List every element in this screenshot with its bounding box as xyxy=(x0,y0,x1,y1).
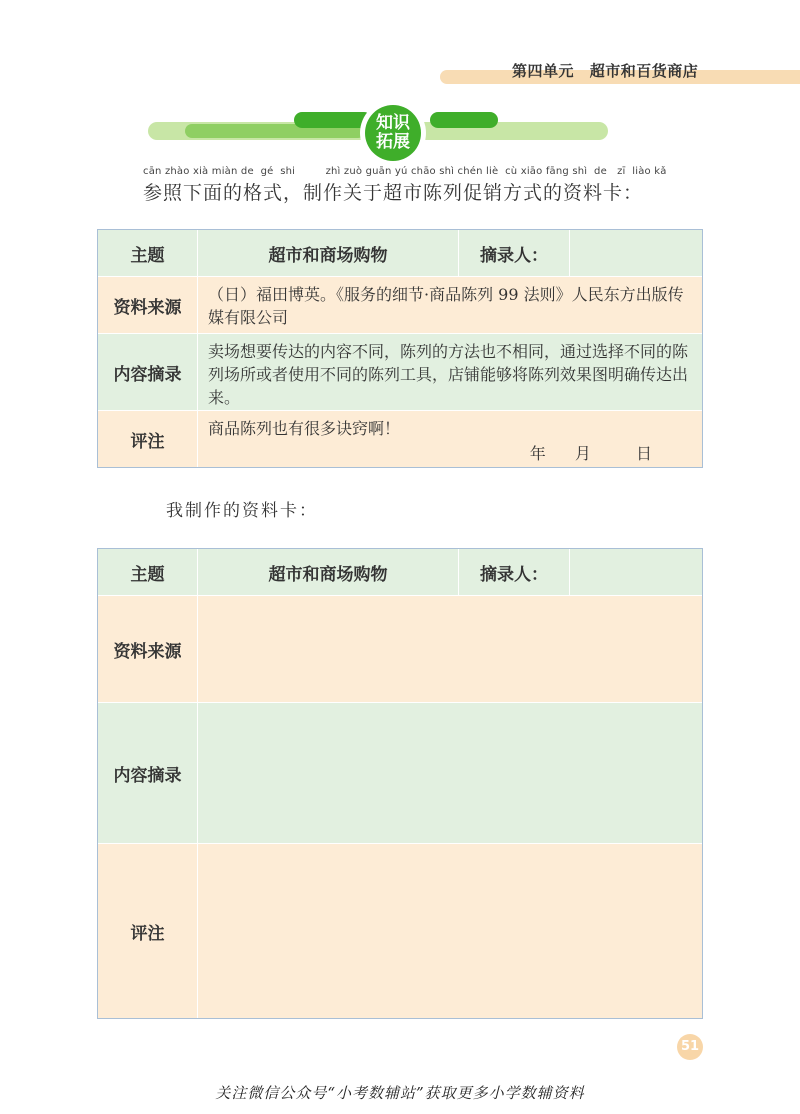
banner-stripe-right xyxy=(430,112,498,128)
unit-title: 超市和百货商店 xyxy=(589,62,699,80)
my-source-field[interactable] xyxy=(198,596,702,702)
date-month: 月 xyxy=(574,444,591,463)
topic-label: 主题 xyxy=(98,230,198,276)
badge-line2: 拓展 xyxy=(376,132,410,152)
sample-excerpt-row xyxy=(98,333,702,410)
comment-cell xyxy=(198,411,702,467)
comment-label: 评注 xyxy=(98,411,198,467)
sample-topic-row xyxy=(98,230,702,276)
page-number: 51 xyxy=(677,1034,703,1060)
knowledge-badge xyxy=(360,100,426,166)
my-topic-label: 主题 xyxy=(98,549,198,595)
my-excerpt-row xyxy=(98,702,702,843)
my-source-row xyxy=(98,595,702,702)
source-value: （日）福田博英。《服务的细节·商品陈列 99 法则》人民东方出版传媒有限公司 xyxy=(208,285,684,327)
instruction-pinyin: cān zhào xià miàn de gé shi zhì zuò guān yú chāo shì chén liè cù xiāo fāng shì de zī liào kǎ xyxy=(143,166,667,177)
unit-header xyxy=(512,60,792,81)
topic-value: 超市和商场购物 xyxy=(198,230,459,276)
my-source-label: 资料来源 xyxy=(98,596,198,702)
source-label: 资料来源 xyxy=(98,277,198,333)
sample-source-row xyxy=(98,276,702,333)
recorder-value xyxy=(570,230,702,276)
my-card xyxy=(97,548,703,1019)
my-recorder-label: 摘录人： xyxy=(459,549,570,595)
recorder-label: 摘录人： xyxy=(459,230,570,276)
excerpt-label: 内容摘录 xyxy=(98,334,198,410)
instruction-text: 参照下面的格式，制作关于超市陈列促销方式的资料卡： xyxy=(143,182,644,204)
my-excerpt-label: 内容摘录 xyxy=(98,703,198,843)
my-card-title: 我制作的资料卡： xyxy=(166,501,318,521)
sample-comment-row xyxy=(98,410,702,467)
my-topic-value: 超市和商场购物 xyxy=(198,549,459,595)
badge-line1: 知识 xyxy=(376,113,410,133)
my-excerpt-field[interactable] xyxy=(198,703,702,843)
sample-card xyxy=(97,229,703,468)
excerpt-value: 卖场想要传达的内容不同，陈列的方法也不相同，通过选择不同的陈列场所或者使用不同的陈列工具，店铺能够将陈列效果图明确传达出来。 xyxy=(208,342,689,407)
my-recorder-field[interactable] xyxy=(570,549,702,595)
my-topic-row xyxy=(98,549,702,595)
badge-circle xyxy=(365,105,421,161)
date-line xyxy=(208,442,692,465)
unit-number: 第四单元 xyxy=(512,62,575,80)
footer-note: 关注微信公众号“小考数辅站”获取更多小学数辅资料 xyxy=(215,1084,585,1102)
comment-value: 商品陈列也有很多诀窍啊！ xyxy=(208,419,401,438)
my-comment-row xyxy=(98,843,702,1018)
my-comment-label: 评注 xyxy=(98,844,198,1018)
date-year: 年 xyxy=(529,444,546,463)
my-comment-field[interactable] xyxy=(198,844,702,1018)
date-day: 日 xyxy=(635,444,652,463)
